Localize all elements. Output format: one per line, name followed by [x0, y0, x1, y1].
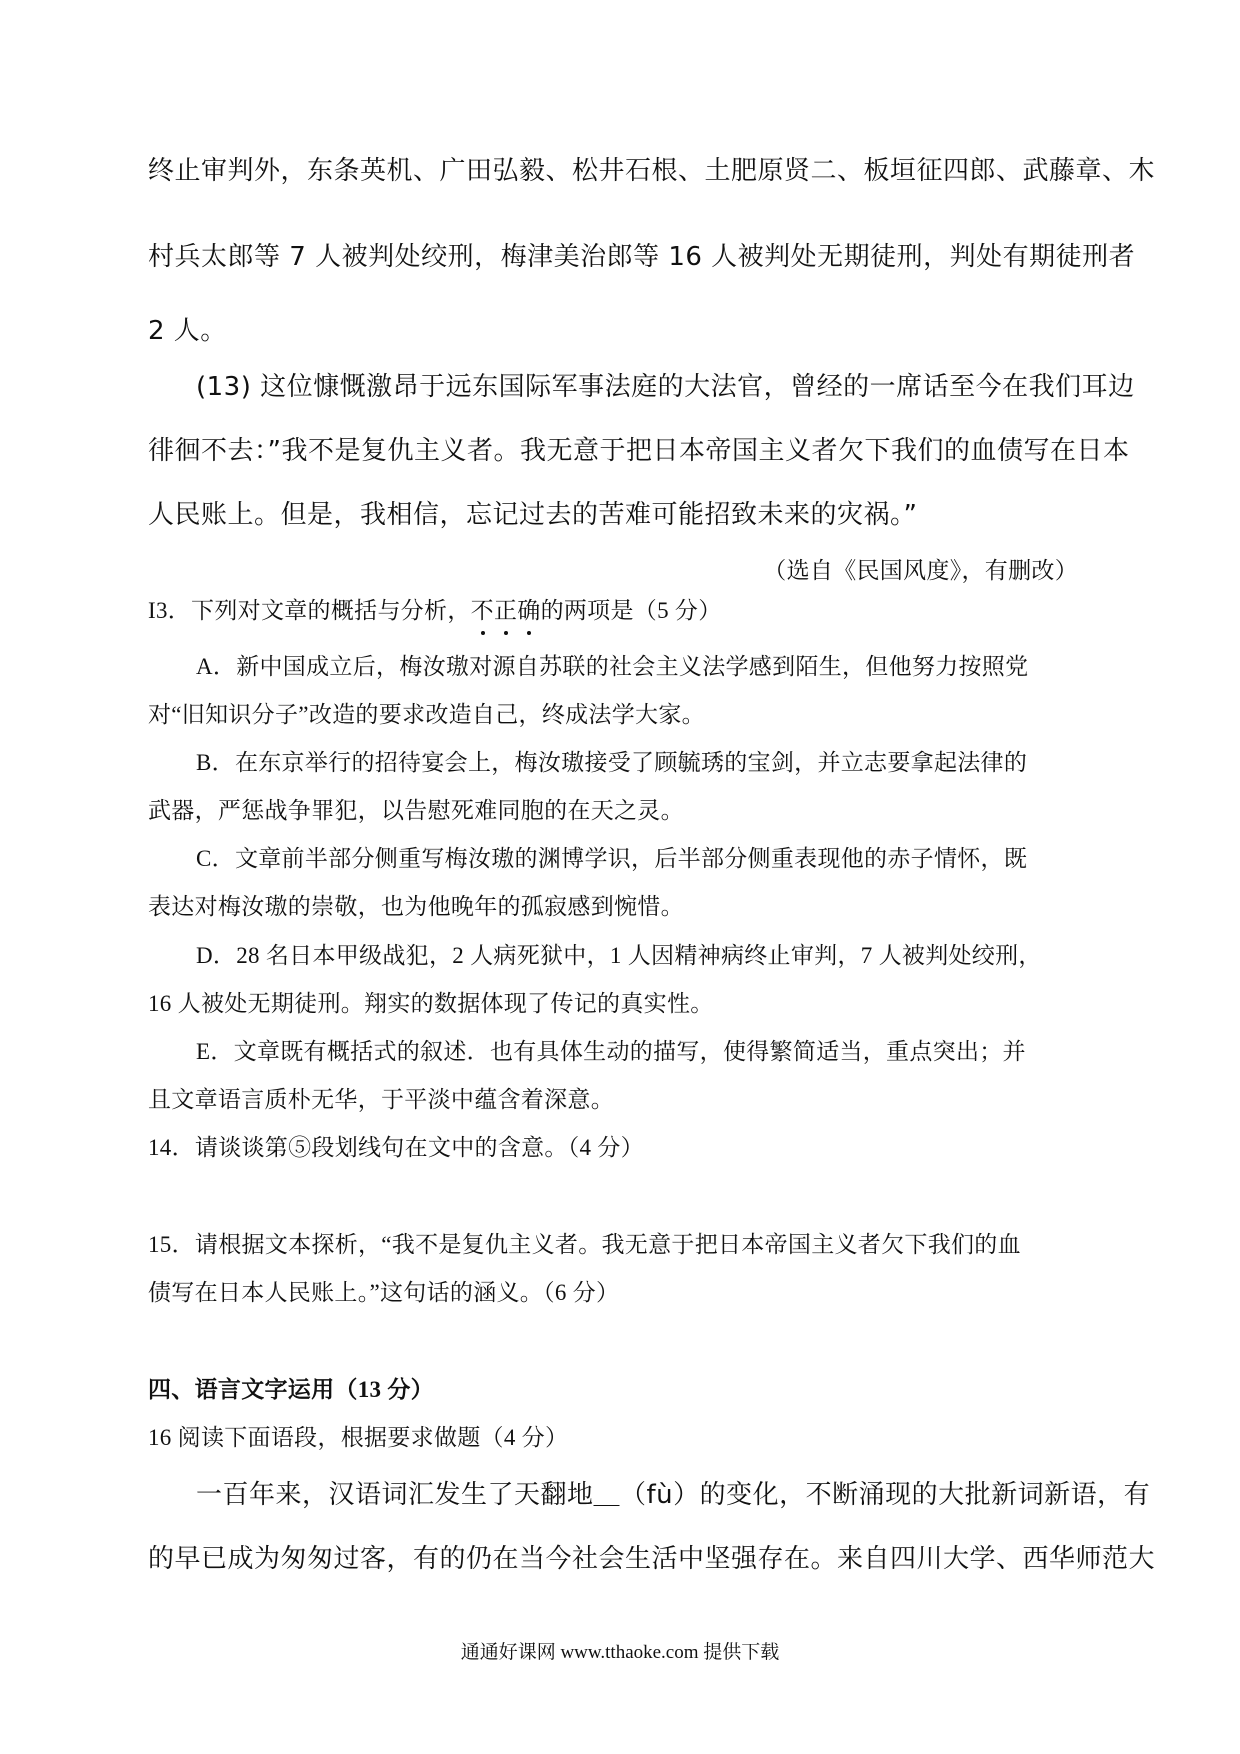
article-p13-line-2: 徘徊不去：”我不是复仇主义者。我无意于把日本帝国主义者欠下我们的血债写在日本	[148, 436, 1130, 466]
q13-option-c-line-1: C．文章前半部分侧重写梅汝璈的渊博学识，后半部分侧重表现他的赤子情怀，既	[196, 846, 1028, 871]
q13-option-b-line-1: B．在东京举行的招待宴会上，梅汝璈接受了顾毓琇的宝剑，并立志要拿起法律的	[196, 750, 1028, 775]
q13-stem-pre: I3．下列对文章的概括与分析，	[148, 598, 471, 623]
article-source: （选自《民国风度》，有删改）	[763, 558, 1078, 583]
q13-stem	[148, 592, 1093, 625]
q13-option-e-line-1: E．文章既有概括式的叙述．也有具体生动的描写，使得繁简适当，重点突出；并	[196, 1039, 1026, 1064]
q14-stem: 14．请谈谈第⑤段划线句在文中的含意。（4 分）	[148, 1135, 644, 1160]
q13-option-a-line-2: 对“旧知识分子”改造的要求改造自己，终成法学大家。	[148, 702, 705, 727]
q13-option-d-line-1: D．28 名日本甲级战犯，2 人病死狱中，1 人因精神病终止审判，7 人被判处绞刑，	[196, 943, 1042, 968]
page-footer: 通通好课网 www.tthaoke.com 提供下载	[460, 1642, 780, 1663]
q13-option-c-line-2: 表达对梅汝璈的崇敬，也为他晚年的孤寂感到惋惜。	[148, 894, 684, 919]
q13-option-a-line-1: A．新中国成立后，梅汝璈对源自苏联的社会主义法学感到陌生，但他努力按照党	[196, 654, 1029, 679]
q16-para-line-1: 一百年来，汉语词汇发生了天翻地＿（fù）的变化，不断涌现的大批新词新语，有	[196, 1480, 1151, 1510]
q13-option-b-line-2: 武器，严惩战争罪犯，以告慰死难同胞的在天之灵。	[148, 798, 684, 823]
q15-line-2: 债写在日本人民账上。”这句话的涵义。（6 分）	[148, 1280, 620, 1305]
article-p1-line-2: 村兵太郎等 7 人被判处绞刑，梅津美治郎等 16 人被判处无期徒刑，判处有期徒刑者	[148, 242, 1136, 272]
section-4-title: 四、语言文字运用（13 分）	[148, 1377, 434, 1402]
q16-para-line-2: 的早已成为匆匆过客，有的仍在当今社会生活中坚强存在。来自四川大学、西华师范大	[148, 1544, 1156, 1574]
emphasis-dot	[527, 631, 531, 635]
article-p1-line-1: 终止审判外，东条英机、广田弘毅、松井石根、土肥原贤二、板垣征四郎、武藤章、木	[148, 156, 1156, 186]
article-p13-line-1: (13) 这位慷慨激昂于远东国际军事法庭的大法官，曾经的一席话至今在我们耳边	[196, 372, 1135, 402]
emphasis-dot	[504, 631, 508, 635]
q13-stem-post: 的两项是（5 分）	[540, 598, 722, 623]
q13-option-d-line-2: 16 人被处无期徒刑。翔实的数据体现了传记的真实性。	[148, 991, 714, 1016]
q13-stem-emphasis	[471, 598, 541, 623]
q15-line-1: 15．请根据文本探析，“我不是复仇主义者。我无意于把日本帝国主义者欠下我们的血	[148, 1232, 1021, 1257]
q13-stem-emphasis-text: 不正确	[470, 598, 541, 623]
article-p13-line-3: 人民账上。但是，我相信，忘记过去的苦难可能招致未来的灾祸。”	[148, 500, 918, 530]
q16-stem: 16 阅读下面语段，根据要求做题（4 分）	[148, 1425, 569, 1450]
q13-option-e-line-2: 且文章语言质朴无华，于平淡中蕴含着深意。	[148, 1087, 614, 1112]
emphasis-dot	[481, 631, 485, 635]
article-p1-line-3: 2 人。	[148, 316, 227, 346]
